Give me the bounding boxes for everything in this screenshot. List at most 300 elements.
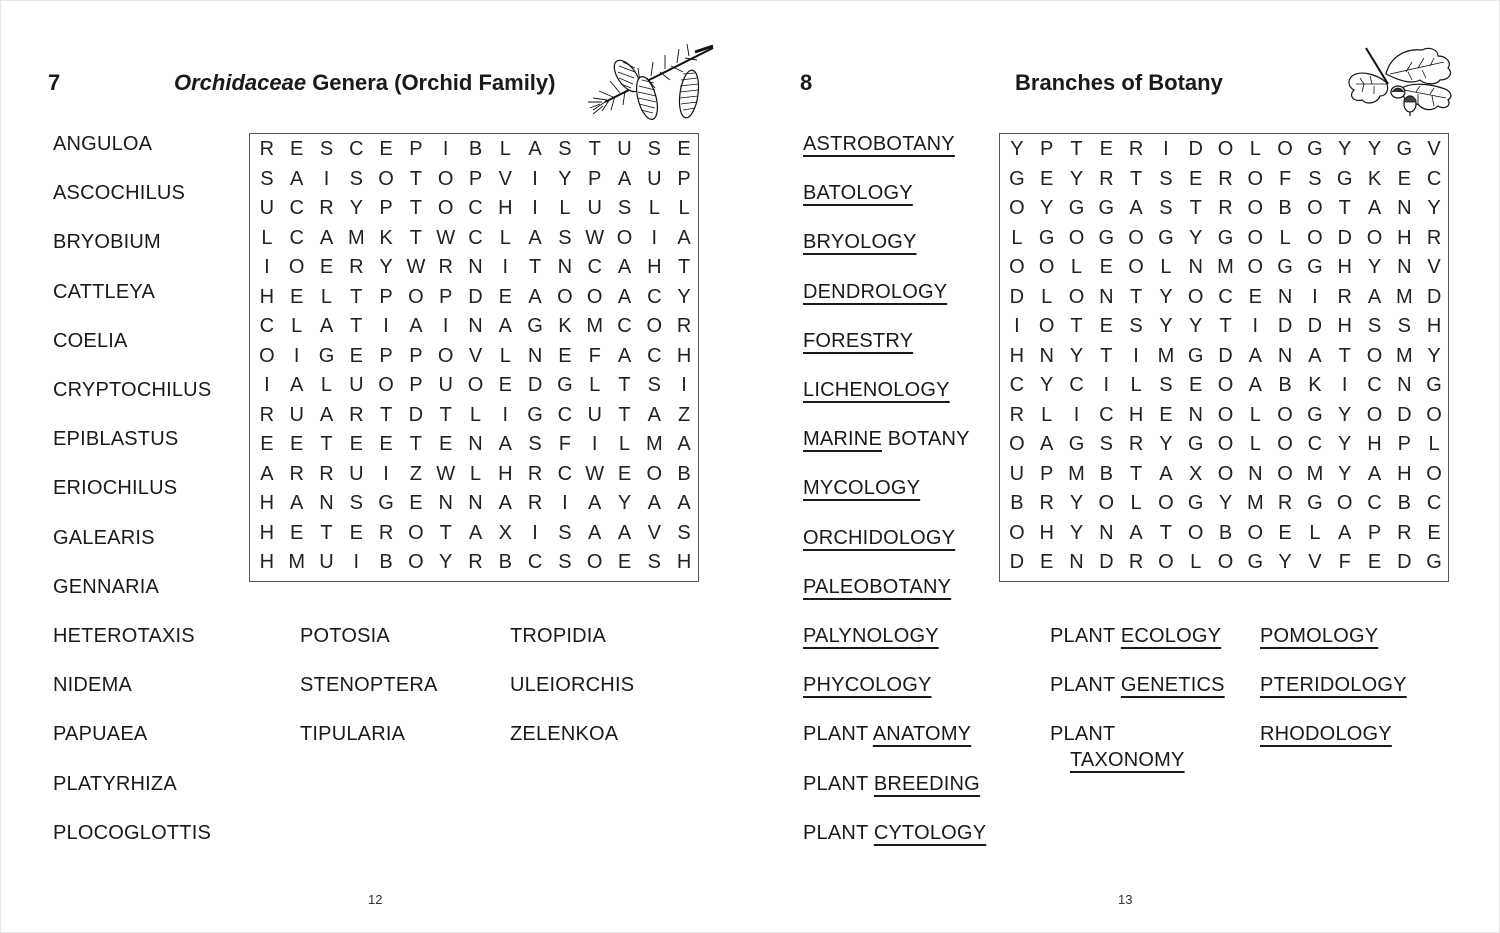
grid-letter[interactable]: H [1337, 256, 1352, 278]
grid-letter[interactable]: H [1397, 462, 1412, 485]
grid-letter[interactable]: C [587, 256, 602, 278]
grid-letter[interactable]: O [1366, 226, 1383, 249]
grid-letter[interactable]: H [1397, 226, 1412, 249]
grid-letter[interactable]: U [587, 197, 602, 219]
grid-letter[interactable]: R [1426, 226, 1442, 249]
grid-letter[interactable]: G [1098, 197, 1115, 219]
grid-letter[interactable]: S [647, 374, 661, 396]
grid-letter[interactable]: E [319, 256, 334, 278]
grid-letter[interactable]: E [260, 433, 274, 455]
grid-letter[interactable]: A [1367, 285, 1382, 308]
grid-letter[interactable]: D [1277, 315, 1293, 337]
grid-letter[interactable]: S [1159, 374, 1173, 396]
grid-letter[interactable]: Y [1040, 374, 1054, 396]
grid-letter[interactable]: T [350, 285, 363, 308]
grid-letter[interactable]: O [646, 462, 663, 485]
grid-letter[interactable]: G [557, 374, 573, 396]
grid-letter[interactable]: N [1039, 344, 1054, 367]
grid-letter[interactable]: S [1129, 315, 1143, 337]
grid-letter[interactable]: O [1247, 521, 1264, 544]
grid-letter[interactable]: H [1367, 433, 1382, 455]
grid-letter[interactable]: A [319, 315, 334, 337]
grid-letter[interactable]: L [1309, 521, 1321, 544]
grid-letter[interactable]: H [259, 285, 275, 308]
grid-letter[interactable]: D [1397, 551, 1412, 573]
grid-letter[interactable]: T [1338, 197, 1351, 219]
grid-letter[interactable]: I [562, 492, 568, 514]
grid-letter[interactable]: S [558, 521, 572, 544]
grid-letter[interactable]: Y [1338, 138, 1352, 160]
grid-letter[interactable]: Y [1367, 138, 1382, 160]
grid-letter[interactable]: A [260, 462, 274, 485]
grid-letter[interactable]: O [1247, 226, 1264, 249]
grid-letter[interactable]: C [647, 285, 662, 308]
grid-letter[interactable]: R [1128, 433, 1144, 455]
grid-letter[interactable]: N [319, 492, 334, 514]
grid-letter[interactable]: O [408, 285, 424, 308]
grid-letter[interactable]: O [437, 344, 454, 367]
grid-letter[interactable]: L [1070, 256, 1083, 278]
grid-letter[interactable]: S [677, 521, 691, 544]
grid-letter[interactable]: G [1396, 138, 1413, 160]
grid-letter[interactable]: I [383, 462, 389, 485]
grid-letter[interactable]: F [558, 433, 571, 455]
grid-letter[interactable]: I [264, 374, 270, 396]
grid-letter[interactable]: Y [1040, 197, 1054, 219]
grid-letter[interactable]: N [468, 492, 483, 514]
grid-letter[interactable]: B [1218, 521, 1233, 544]
grid-letter[interactable]: R [1039, 492, 1054, 514]
grid-letter[interactable]: E [1040, 551, 1054, 573]
grid-letter[interactable]: T [1100, 344, 1113, 367]
grid-letter[interactable]: A [1129, 521, 1143, 544]
grid-letter[interactable]: U [289, 403, 304, 426]
grid-letter[interactable]: A [617, 256, 632, 278]
grid-letter[interactable]: L [469, 462, 482, 485]
grid-letter[interactable]: R [527, 492, 543, 514]
grid-letter[interactable]: O [1217, 551, 1234, 573]
grid-letter[interactable]: A [677, 226, 691, 249]
grid-letter[interactable]: A [588, 521, 602, 544]
grid-letter[interactable]: Z [677, 403, 691, 426]
grid-letter[interactable]: E [349, 433, 363, 455]
grid-letter[interactable]: O [1038, 315, 1055, 337]
grid-letter[interactable]: E [290, 285, 304, 308]
grid-letter[interactable]: K [379, 226, 393, 249]
grid-letter[interactable]: L [1130, 374, 1142, 396]
grid-letter[interactable]: R [349, 403, 364, 426]
grid-letter[interactable]: N [1397, 256, 1412, 278]
grid-letter[interactable]: T [1129, 285, 1143, 308]
grid-letter[interactable]: C [1009, 374, 1025, 396]
grid-letter[interactable]: E [498, 285, 512, 308]
grid-letter[interactable]: Y [1159, 285, 1173, 308]
grid-letter[interactable]: V [1308, 551, 1322, 573]
grid-letter[interactable]: P [677, 167, 691, 190]
grid-letter[interactable]: G [378, 492, 394, 514]
grid-letter[interactable]: M [1246, 492, 1264, 514]
grid-letter[interactable]: M [586, 315, 604, 337]
grid-letter[interactable]: O [437, 167, 454, 190]
grid-letter[interactable]: O [1277, 138, 1293, 160]
grid-letter[interactable]: T [1129, 167, 1143, 190]
grid-letter[interactable]: O [467, 374, 484, 396]
grid-letter[interactable]: O [408, 521, 424, 544]
grid-letter[interactable]: O [1217, 138, 1234, 160]
grid-letter[interactable]: G [1426, 374, 1442, 396]
grid-letter[interactable]: E [349, 344, 363, 367]
grid-letter[interactable]: R [438, 256, 453, 278]
grid-letter[interactable]: X [1189, 462, 1203, 485]
grid-letter[interactable]: I [1312, 285, 1318, 308]
grid-letter[interactable]: U [319, 551, 334, 573]
grid-letter[interactable]: I [442, 138, 449, 160]
grid-letter[interactable]: T [1129, 462, 1143, 485]
grid-letter[interactable]: O [1277, 403, 1293, 426]
grid-letter[interactable]: A [1129, 197, 1143, 219]
grid-letter[interactable]: O [1217, 433, 1234, 455]
grid-letter[interactable]: C [617, 315, 632, 337]
grid-letter[interactable]: A [677, 433, 691, 455]
grid-letter[interactable]: O [1217, 374, 1234, 396]
grid-letter[interactable]: E [498, 374, 512, 396]
grid-letter[interactable]: H [259, 521, 275, 544]
grid-letter[interactable]: A [528, 285, 542, 308]
grid-letter[interactable]: F [1338, 551, 1351, 573]
grid-letter[interactable]: L [1249, 403, 1261, 426]
grid-letter[interactable]: I [1014, 315, 1020, 337]
grid-letter[interactable]: Y [1010, 138, 1024, 160]
grid-letter[interactable]: T [1338, 344, 1351, 367]
grid-letter[interactable]: G [1187, 492, 1204, 514]
grid-letter[interactable]: C [349, 138, 364, 160]
grid-letter[interactable]: A [409, 315, 423, 337]
grid-letter[interactable]: I [532, 167, 538, 190]
grid-letter[interactable]: A [588, 492, 602, 514]
grid-letter[interactable]: F [1278, 167, 1292, 190]
grid-letter[interactable]: O [1158, 551, 1174, 573]
grid-letter[interactable]: G [1336, 167, 1353, 190]
grid-letter[interactable]: C [1426, 167, 1442, 190]
grid-letter[interactable]: L [1160, 256, 1172, 278]
grid-letter[interactable]: H [676, 344, 692, 367]
grid-letter[interactable]: B [468, 138, 483, 160]
grid-letter[interactable]: I [591, 433, 598, 455]
grid-letter[interactable]: R [1277, 492, 1293, 514]
grid-letter[interactable]: M [347, 226, 365, 249]
grid-letter[interactable]: G [1247, 551, 1264, 573]
grid-letter[interactable]: O [1366, 403, 1383, 426]
grid-letter[interactable]: P [468, 167, 483, 190]
grid-letter[interactable]: I [502, 403, 509, 426]
grid-letter[interactable]: O [1009, 256, 1025, 278]
grid-letter[interactable]: Y [1069, 344, 1084, 367]
grid-letter[interactable]: O [378, 167, 394, 190]
grid-letter[interactable]: E [617, 551, 632, 573]
grid-letter[interactable]: R [1218, 197, 1233, 219]
grid-letter[interactable]: S [1159, 197, 1173, 219]
grid-letter[interactable]: L [1011, 226, 1023, 249]
grid-letter[interactable]: L [678, 197, 690, 219]
grid-letter[interactable]: A [1338, 521, 1352, 544]
grid-letter[interactable]: I [1103, 374, 1110, 396]
grid-letter[interactable]: N [468, 256, 483, 278]
grid-letter[interactable]: H [1337, 315, 1352, 337]
grid-letter[interactable]: R [1337, 285, 1352, 308]
grid-letter[interactable]: I [1073, 403, 1080, 426]
grid-letter[interactable]: N [1397, 197, 1412, 219]
grid-letter[interactable]: I [1163, 138, 1169, 160]
grid-letter[interactable]: K [1308, 374, 1322, 396]
grid-letter[interactable]: Y [1427, 344, 1441, 367]
grid-letter[interactable]: A [319, 226, 334, 249]
grid-letter[interactable]: M [1217, 256, 1234, 278]
grid-letter[interactable]: E [439, 433, 453, 455]
grid-letter[interactable]: G [1158, 226, 1174, 249]
grid-letter[interactable]: O [1247, 197, 1264, 219]
grid-letter[interactable]: N [1099, 285, 1114, 308]
grid-letter[interactable]: T [409, 226, 422, 249]
grid-letter[interactable]: E [1397, 167, 1411, 190]
grid-letter[interactable]: P [1040, 462, 1054, 485]
grid-letter[interactable]: R [289, 462, 304, 485]
grid-letter[interactable]: C [468, 226, 483, 249]
grid-letter[interactable]: A [1248, 374, 1262, 396]
grid-letter[interactable]: U [1009, 462, 1025, 485]
grid-letter[interactable]: S [1308, 167, 1322, 190]
grid-letter[interactable]: Y [349, 197, 363, 219]
grid-letter[interactable]: I [681, 374, 687, 396]
grid-letter[interactable]: A [647, 492, 661, 514]
grid-letter[interactable]: A [1367, 462, 1382, 485]
grid-letter[interactable]: D [1099, 551, 1114, 573]
grid-letter[interactable]: O [1068, 226, 1085, 249]
grid-letter[interactable]: A [617, 344, 632, 367]
grid-letter[interactable]: T [1219, 315, 1232, 337]
grid-letter[interactable]: O [1426, 403, 1442, 426]
grid-letter[interactable]: E [1248, 285, 1262, 308]
grid-letter[interactable]: T [618, 403, 631, 426]
grid-letter[interactable]: Y [558, 167, 572, 190]
grid-letter[interactable]: W [436, 462, 456, 485]
grid-letter[interactable]: N [1069, 551, 1084, 573]
grid-letter[interactable]: U [349, 462, 364, 485]
grid-letter[interactable]: Y [1069, 492, 1084, 514]
grid-letter[interactable]: A [290, 492, 304, 514]
grid-letter[interactable]: W [436, 226, 456, 249]
grid-letter[interactable]: E [677, 138, 691, 160]
grid-letter[interactable]: D [1337, 226, 1352, 249]
grid-letter[interactable]: T [677, 256, 691, 278]
grid-letter[interactable]: M [1157, 344, 1175, 367]
grid-letter[interactable]: E [558, 344, 572, 367]
grid-letter[interactable]: Y [1069, 167, 1084, 190]
grid-letter[interactable]: I [264, 256, 270, 278]
grid-letter[interactable]: C [1367, 492, 1382, 514]
grid-letter[interactable]: O [1366, 344, 1383, 367]
grid-letter[interactable]: O [408, 551, 424, 573]
grid-letter[interactable]: H [1039, 521, 1054, 544]
grid-letter[interactable]: P [379, 344, 393, 367]
grid-letter[interactable]: N [557, 256, 573, 278]
grid-letter[interactable]: K [1367, 167, 1382, 190]
grid-letter[interactable]: O [1068, 285, 1085, 308]
grid-letter[interactable]: O [1277, 433, 1293, 455]
grid-letter[interactable]: M [288, 551, 306, 573]
grid-letter[interactable]: O [1217, 403, 1234, 426]
grid-letter[interactable]: T [618, 374, 631, 396]
grid-letter[interactable]: A [468, 521, 483, 544]
grid-letter[interactable]: I [532, 197, 538, 219]
grid-letter[interactable]: T [409, 197, 422, 219]
grid-letter[interactable]: E [1040, 167, 1054, 190]
grid-letter[interactable]: U [259, 197, 275, 219]
grid-letter[interactable]: H [676, 551, 692, 573]
grid-letter[interactable]: O [1187, 285, 1204, 308]
grid-letter[interactable]: T [1070, 138, 1083, 160]
grid-letter[interactable]: P [1367, 521, 1382, 544]
grid-letter[interactable]: E [1427, 521, 1441, 544]
grid-letter[interactable]: P [439, 285, 453, 308]
grid-letter[interactable]: L [1428, 433, 1440, 455]
grid-letter[interactable]: P [409, 138, 423, 160]
grid-letter[interactable]: B [1278, 197, 1292, 219]
grid-letter[interactable]: O [1247, 256, 1264, 278]
grid-letter[interactable]: L [1249, 433, 1261, 455]
grid-letter[interactable]: E [1099, 138, 1113, 160]
grid-letter[interactable]: S [319, 138, 334, 160]
grid-letter[interactable]: R [378, 521, 394, 544]
grid-letter[interactable]: A [290, 167, 304, 190]
grid-letter[interactable]: B [1278, 374, 1292, 396]
grid-letter[interactable]: K [558, 315, 572, 337]
grid-letter[interactable]: G [1009, 167, 1025, 190]
grid-letter[interactable]: G [1426, 551, 1442, 573]
grid-letter[interactable]: O [616, 226, 633, 249]
grid-letter[interactable]: L [1190, 551, 1202, 573]
grid-letter[interactable]: M [1395, 285, 1413, 308]
grid-letter[interactable]: R [259, 403, 275, 426]
grid-letter[interactable]: L [499, 138, 511, 160]
grid-letter[interactable]: R [259, 138, 275, 160]
grid-letter[interactable]: B [498, 551, 512, 573]
grid-letter[interactable]: P [379, 197, 393, 219]
grid-letter[interactable]: E [290, 433, 304, 455]
grid-letter[interactable]: U [438, 374, 453, 396]
grid-letter[interactable]: L [648, 197, 660, 219]
grid-letter[interactable]: O [1038, 256, 1055, 278]
grid-letter[interactable]: N [1188, 403, 1203, 426]
grid-letter[interactable]: H [1426, 315, 1442, 337]
grid-letter[interactable]: Y [1367, 256, 1382, 278]
grid-letter[interactable]: O [1426, 462, 1442, 485]
grid-letter[interactable]: O [1336, 492, 1353, 514]
grid-letter[interactable]: O [1009, 197, 1025, 219]
grid-letter[interactable]: I [383, 315, 389, 337]
grid-letter[interactable]: O [288, 256, 305, 278]
grid-letter[interactable]: G [1068, 197, 1085, 219]
grid-letter[interactable]: L [1041, 403, 1053, 426]
grid-letter[interactable]: Y [1218, 492, 1233, 514]
grid-letter[interactable]: Y [1159, 315, 1173, 337]
grid-letter[interactable]: S [617, 197, 632, 219]
grid-letter[interactable]: I [442, 315, 449, 337]
grid-letter[interactable]: A [1308, 344, 1322, 367]
grid-letter[interactable]: U [647, 167, 662, 190]
grid-letter[interactable]: A [290, 374, 304, 396]
grid-letter[interactable]: C [1307, 433, 1323, 455]
grid-letter[interactable]: N [1188, 256, 1203, 278]
grid-letter[interactable]: G [1307, 403, 1323, 426]
grid-letter[interactable]: G [527, 315, 543, 337]
grid-letter[interactable]: S [558, 226, 572, 249]
grid-letter[interactable]: L [320, 374, 333, 396]
grid-letter[interactable]: H [498, 462, 513, 485]
grid-letter[interactable]: N [1277, 344, 1293, 367]
grid-letter[interactable]: G [1098, 226, 1115, 249]
grid-letter[interactable]: V [498, 167, 512, 190]
grid-letter[interactable]: S [558, 551, 572, 573]
grid-letter[interactable]: U [617, 138, 632, 160]
grid-letter[interactable]: T [1189, 197, 1202, 219]
grid-letter[interactable]: S [349, 492, 363, 514]
grid-letter[interactable]: C [647, 344, 662, 367]
grid-letter[interactable]: A [1040, 433, 1054, 455]
grid-letter[interactable]: N [438, 492, 453, 514]
grid-letter[interactable]: O [259, 344, 275, 367]
grid-letter[interactable]: E [290, 138, 304, 160]
grid-letter[interactable]: T [320, 433, 333, 455]
grid-letter[interactable]: R [468, 551, 483, 573]
grid-letter[interactable]: T [409, 167, 422, 190]
grid-letter[interactable]: B [677, 462, 691, 485]
grid-letter[interactable]: D [1397, 403, 1412, 426]
grid-letter[interactable]: E [1099, 315, 1113, 337]
grid-letter[interactable]: S [260, 167, 274, 190]
grid-letter[interactable]: S [647, 551, 661, 573]
grid-letter[interactable]: Z [409, 462, 422, 485]
grid-letter[interactable]: O [437, 197, 454, 219]
grid-letter[interactable]: H [1128, 403, 1144, 426]
grid-letter[interactable]: Y [1427, 197, 1441, 219]
grid-letter[interactable]: E [1278, 521, 1292, 544]
grid-letter[interactable]: L [618, 433, 631, 455]
grid-letter[interactable]: H [259, 492, 275, 514]
grid-letter[interactable]: T [439, 521, 452, 544]
grid-letter[interactable]: B [1010, 492, 1024, 514]
grid-letter[interactable]: H [498, 197, 513, 219]
grid-letter[interactable]: E [379, 138, 393, 160]
grid-letter[interactable]: V [1427, 256, 1441, 278]
grid-letter[interactable]: C [1069, 374, 1084, 396]
grid-letter[interactable]: T [439, 403, 452, 426]
grid-letter[interactable]: C [1218, 285, 1233, 308]
grid-letter[interactable]: I [323, 167, 330, 190]
grid-letter[interactable]: G [318, 344, 335, 367]
grid-letter[interactable]: P [1397, 433, 1411, 455]
grid-letter[interactable]: G [1187, 344, 1204, 367]
grid-letter[interactable]: W [585, 462, 605, 485]
grid-letter[interactable]: R [1009, 403, 1025, 426]
grid-letter[interactable]: P [409, 344, 423, 367]
grid-letter[interactable]: W [585, 226, 605, 249]
grid-letter[interactable]: O [646, 315, 663, 337]
grid-letter[interactable]: T [350, 315, 363, 337]
grid-letter[interactable]: O [586, 285, 603, 308]
grid-letter[interactable]: R [1099, 167, 1114, 190]
grid-letter[interactable]: R [1128, 138, 1144, 160]
grid-letter[interactable]: D [1009, 551, 1025, 573]
